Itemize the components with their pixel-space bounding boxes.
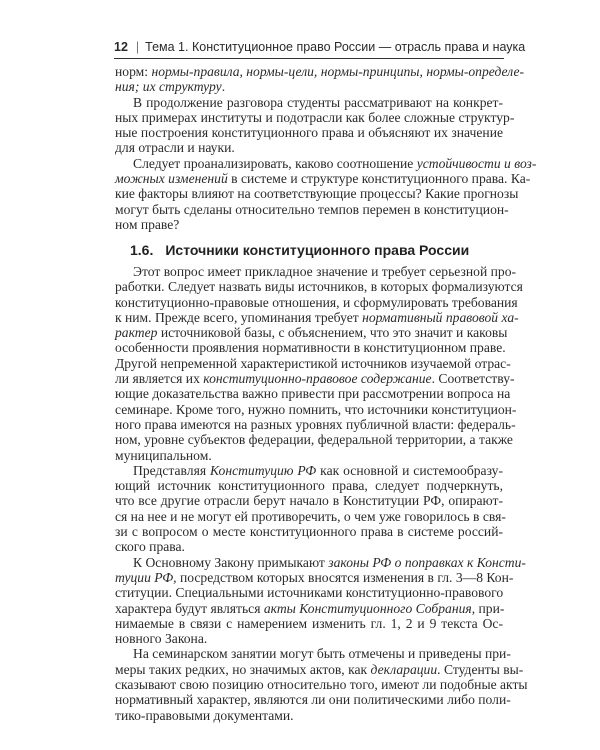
text-span: к ним. Прежде всего, упоминания требует [115, 309, 363, 325]
text-line [115, 401, 517, 417]
emphasis-text: устойчивости и воз- [416, 155, 537, 171]
text-line [115, 340, 506, 356]
text-span: ся на нее и не могут ей противоречить, о чем уже говорилось в свя- [115, 508, 506, 524]
text-span: Другой непременной характеристикой источников изучаемой отрас- [115, 355, 511, 371]
section-title: Источники конституционного права России [165, 242, 470, 258]
text-line [115, 448, 503, 463]
text-span: зи с вопросом о месте конституционного права в системе россий- [115, 524, 503, 540]
text-span: , при- [471, 600, 505, 616]
text-line [115, 264, 517, 279]
text-span: посредством которых вносятся изменения в гл. 3—8 Кон- [176, 569, 514, 585]
text-span: . Соответству- [431, 371, 515, 387]
text-line [115, 155, 537, 171]
text-line [115, 125, 503, 140]
text-span: ного права имеются на разных уровнях публичной власти: федераль- [115, 416, 516, 432]
text-span: в системе и структуре конституционного права. Ка- [227, 171, 531, 187]
emphasis-text: законы РФ о поправках к Консти- [328, 554, 526, 570]
body-text-top [115, 64, 537, 232]
text-line [115, 186, 519, 202]
text-span: Представляя [133, 462, 211, 478]
text-span: Этот вопрос имеет прикладное значение и требует серьезной про- [133, 264, 517, 279]
section-heading [130, 242, 469, 258]
running-title: Тема 1. Конституционное право России — отрасль права и наука [145, 40, 526, 54]
text-line [115, 585, 503, 600]
text-line [115, 631, 503, 646]
emphasis-text: нормативный правовой ха- [362, 309, 519, 325]
text-line [115, 524, 503, 539]
text-span: ющий источник конституционного права, следует подчеркнуть, [115, 478, 503, 494]
emphasis-text: конституционно-правовое содержание [203, 371, 432, 387]
text-span: На семинарском занятии могут быть отмечены и приведены при- [133, 646, 511, 662]
text-line [115, 201, 509, 217]
text-line [115, 432, 513, 448]
text-line [115, 294, 518, 310]
text-span: сказывают свою позицию относительно того, имеют ли подобные акты [115, 677, 528, 693]
emphasis-text: Конституцию РФ [210, 462, 317, 478]
text-line [115, 478, 503, 493]
text-span: ных примерах институты и подотрасли как более сложные структур- [115, 109, 515, 125]
emphasis-text: ния; их структуру [115, 79, 222, 95]
text-line [115, 616, 503, 631]
text-span: ского права. [115, 539, 185, 555]
emphasis-text: декларации [370, 661, 438, 677]
text-span: семинаре. Кроме того, нужно помнить, что источники конституцион- [115, 401, 517, 417]
header-separator: | [135, 40, 140, 54]
text-span: для отрасли и науки. [115, 140, 235, 156]
text-line [115, 493, 503, 508]
text-span: меры таких редких, но значимых актов, как [115, 661, 371, 677]
text-span: Следует проанализировать, каково соотношение [133, 155, 417, 171]
text-line [115, 64, 525, 79]
emphasis-text: акты Конституционного Собрания [263, 600, 472, 616]
text-line [115, 140, 503, 155]
text-line [115, 386, 511, 402]
text-line [115, 95, 503, 110]
page-number: 12 [114, 40, 128, 54]
text-span: К Основному Закону примыкают [133, 554, 329, 570]
text-span: нимаемые в связи с намерением изменить гл. 1, 2 и 9 текста Ос- [115, 615, 503, 631]
text-line [115, 569, 514, 585]
text-span: тико-правовыми документами. [115, 707, 294, 723]
text-span: как основной и системообразу- [316, 462, 503, 478]
running-header [114, 38, 526, 59]
text-line [115, 708, 503, 723]
text-span: . [221, 79, 226, 95]
text-span: ющие доказательства важно привести при рассмотрении вопроса на [115, 386, 511, 402]
text-line [115, 309, 519, 325]
text-span: источниковой базы, с объяснением, что это значит и каковы [157, 325, 508, 341]
text-span: работки. Следует назвать виды источников, в которых формализуются [115, 279, 523, 295]
text-span: . Студенты вы- [437, 661, 524, 677]
text-line [115, 508, 506, 524]
text-span: ном праве? [115, 216, 180, 232]
text-span: ном, уровне субъектов федерации, федеральной территории, а также [115, 432, 513, 448]
emphasis-text: можных изменений [115, 171, 228, 187]
text-span: характера будут являться [115, 600, 264, 616]
emphasis-text: рактер [115, 325, 158, 341]
text-line [115, 79, 503, 94]
section-number: 1.6. [130, 242, 154, 258]
text-span: В продолжение разговора студенты рассматривают на конкрет- [133, 94, 503, 110]
text-line [115, 217, 503, 232]
text-span: конституционно-правовые отношения, и сформулировать требования [115, 294, 518, 310]
text-line [115, 463, 503, 478]
text-line [115, 539, 503, 554]
text-span: нормативный характер, являются ли они политическими либо поли- [115, 692, 511, 708]
text-line [115, 601, 503, 616]
text-line [115, 279, 523, 295]
text-span: особенности проявления нормативности в конституционном праве. [115, 340, 506, 356]
text-line [115, 371, 515, 387]
text-span: норм: [115, 64, 152, 79]
emphasis-text: туции РФ, [115, 569, 177, 585]
text-span: кие факторы влияют на соответствующие процессы? Какие прогнозы [115, 186, 519, 202]
text-span: могут быть сделаны относительно темпов перемен в конституцион- [115, 201, 509, 217]
emphasis-text: нормы-правила, нормы-цели, нормы-принципы, нормы-определе- [151, 64, 525, 79]
text-line [115, 692, 511, 708]
body-text-bottom [115, 264, 528, 723]
text-line [115, 109, 515, 125]
text-line [115, 554, 526, 570]
text-line [115, 355, 511, 371]
text-line [115, 416, 516, 432]
text-line [115, 171, 531, 187]
text-span: ституции. Специальными источниками конституционно-правового [115, 585, 504, 601]
text-span: ные построения конституционного права и объясняют их значение [115, 125, 503, 141]
text-span: ли является их [115, 371, 204, 387]
text-span: муниципальном. [115, 447, 212, 463]
text-line [115, 325, 508, 341]
text-span: новного Закона. [115, 631, 208, 647]
text-span: что все другие отрасли берут начало в Конституции РФ, опирают- [115, 493, 503, 509]
text-line [115, 661, 524, 677]
text-line [115, 677, 528, 693]
text-line [115, 646, 511, 662]
